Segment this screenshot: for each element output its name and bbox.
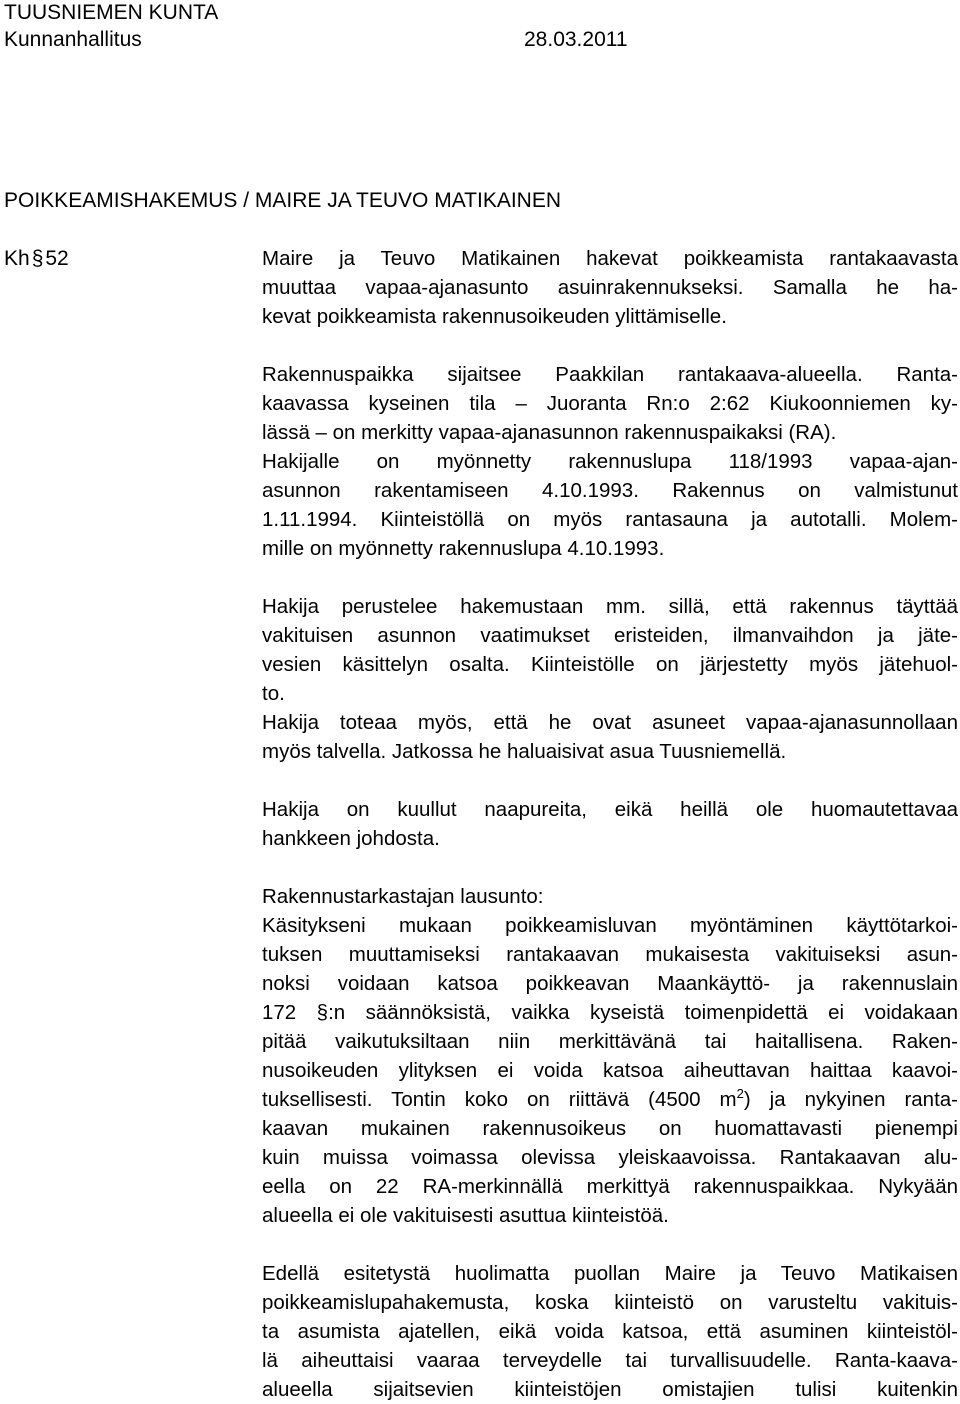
text-line: noksi voidaan katsoa poikkeavan Maankäyttö- ja rakennuslain [262,972,958,995]
text-line: eella on 22 RA-merkinnällä merkittyä rakennuspaikkaa. Nykyään [262,1175,958,1198]
text-line: lässä – on merkitty vapaa-ajanasunnon rakennuspaikaksi (RA). [262,421,837,444]
text-line: Edellä esitetystä huolimatta puollan Maire ja Teuvo Matikaisen [262,1262,958,1285]
text-line: Hakija toteaa myös, että he ovat asuneet vapaa-ajanasunnollaan [262,711,958,734]
text-line: asunnon rakentamiseen 4.10.1993. Rakennus on valmistunut [262,479,958,502]
text-fragment: ) ja nykyinen ranta- [743,1088,958,1111]
meeting-date: 28.03.2011 [524,28,628,51]
document-body [262,244,958,1404]
text-line: Maire ja Teuvo Matikainen hakevat poikkeamista rantakaavasta [262,247,958,270]
text-line: 1.11.1994. Kiinteistöllä on myös rantasauna ja autotalli. Molem- [262,508,958,531]
text-line: pitää vaikutuksiltaan niin merkittävänä tai haitallisena. Raken- [262,1030,958,1053]
text-line: 172 §:n säännöksistä, vaikka kyseistä toimenpidettä ei voidakaan [262,1001,958,1024]
text-line: kevat poikkeamista rakennusoikeuden ylittämiselle. [262,305,727,328]
text-line: muuttaa vapaa-ajanasunto asuinrakennukseksi. Samalla he ha- [262,276,958,299]
item-num: 52 [45,247,69,270]
paragraph-building-site [262,360,958,563]
text-line: kuin muissa voimassa olevissa yleiskaavoissa. Rantakaavan alu- [262,1146,958,1169]
paragraph-conclusion [262,1259,958,1404]
text-line: vesien käsittelyn osalta. Kiinteistölle on järjestetty myös jätehuol- [262,653,958,676]
text-line: nusoikeuden ylityksen ei voida katsoa aiheuttavan haittaa kaavoi- [262,1059,958,1082]
section-sign: § [31,247,44,270]
text-line: Rakennuspaikka sijaitsee Paakkilan rantakaava-alueella. Ranta- [262,363,958,386]
text-line: myös talvella. Jatkossa he haluaisivat asua Tuusniemellä. [262,740,787,763]
text-line: kaavassa kyseinen tila – Juoranta Rn:o 2:62 Kiukoonniemen ky- [262,392,958,415]
text-line: lä aiheuttaisi vaaraa terveydelle tai turvallisuudelle. Ranta-kaava- [262,1349,958,1372]
paragraph-justification [262,592,958,766]
text-line: tuksen muuttamiseksi rantakaavan mukaisesta vakituiseksi asun- [262,943,958,966]
text-line: Käsitykseni mukaan poikkeamisluvan myöntäminen käyttötarkoi- [262,914,958,937]
text-line: mille on myönnetty rakennuslupa 4.10.1993. [262,537,665,560]
text-line: to. [262,682,285,705]
paragraph-inspector-statement [262,882,958,1230]
text-line: hankkeen johdosta. [262,827,440,850]
item-number [4,246,69,272]
text-line: kaavan mukainen rakennusoikeus on huomattavasti pienempi [262,1117,958,1140]
statement-heading: Rakennustarkastajan lausunto: [262,885,544,908]
text-line: alueella ei ole vakituisesti asuttua kiinteistöä. [262,1204,669,1227]
governing-body: Kunnanhallitus [4,28,142,51]
superscript: 2 [736,1086,744,1102]
document-title: POIKKEAMISHAKEMUS / MAIRE JA TEUVO MATIKAINEN [4,189,562,212]
paragraph-neighbours [262,795,958,853]
text-line: Hakijalle on myönnetty rakennuslupa 118/1993 vapaa-ajan- [262,450,958,473]
text-line: alueella sijaitsevien kiinteistöjen omistajien tulisi kuitenkin [262,1378,958,1401]
text-line: Hakija on kuullut naapureita, eikä heillä ole huomautettavaa [262,798,958,821]
text-fragment: tuksellisesti. Tontin koko on riittävä (4500 m [262,1088,737,1111]
text-line: Hakija perustelee hakemustaan mm. sillä, että rakennus täyttää [262,595,958,618]
item-prefix: Kh [4,247,30,270]
text-line: poikkeamislupahakemusta, koska kiinteistö on varusteltu vakituis- [262,1291,958,1314]
text-line: ta asumista ajatellen, eikä voida katsoa, että asuminen kiinteistöl- [262,1320,958,1343]
organization-name: TUUSNIEMEN KUNTA [4,1,219,24]
text-line [262,1085,958,1114]
paragraph-application [262,244,958,331]
text-line: vakituisen asunnon vaatimukset eristeiden, ilmanvaihdon ja jäte- [262,624,958,647]
